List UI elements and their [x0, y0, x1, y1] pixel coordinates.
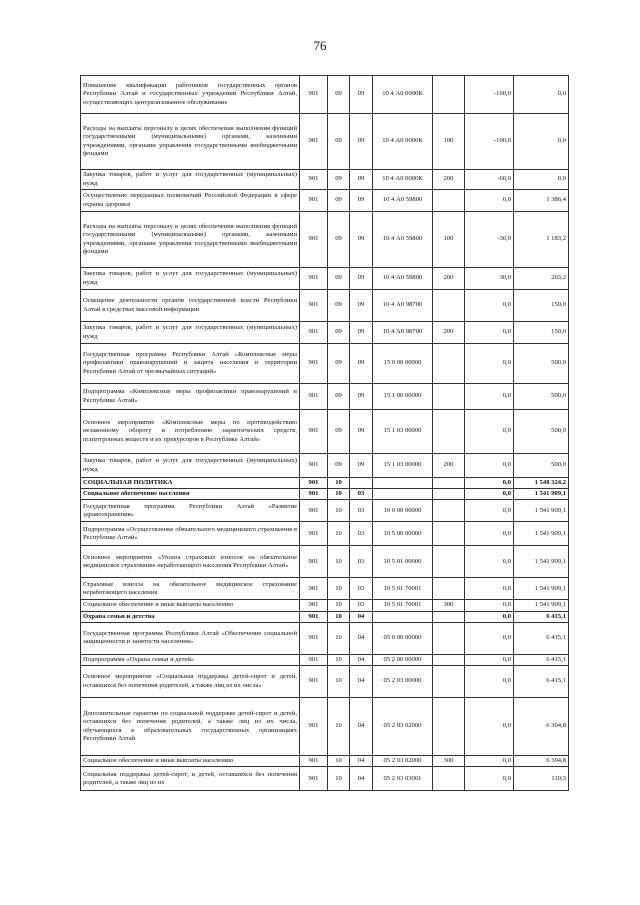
row-target-article: 10 4 А0 59800 [373, 268, 433, 290]
row-admin-code: 901 [300, 622, 328, 654]
row-amount-change: 0,0 [465, 654, 514, 665]
row-target-article: 10 4 А0 98700 [373, 322, 433, 344]
row-amount-change: 0,0 [465, 522, 514, 546]
table-row [81, 600, 569, 611]
row-amount-total: 1 541 909,1 [514, 500, 569, 522]
page-number: 76 [313, 38, 327, 53]
row-name: Подпрограмма «Комплексные меры профилактики правонарушений в Республике Алтай» [81, 384, 300, 410]
row-subsection: 04 [350, 756, 373, 767]
row-admin-code: 901 [300, 76, 328, 114]
row-admin-code: 901 [300, 600, 328, 611]
table-row [81, 212, 569, 268]
row-expense-type: 100 [433, 212, 465, 268]
row-admin-code: 901 [300, 654, 328, 665]
row-expense-type [433, 767, 465, 791]
row-subsection: 09 [350, 454, 373, 478]
row-name: Повышение квалификации работников государственных органов Республики Алтай и государственных учреждений Республики Алтай, осуществляющих централизованное обслуживание [81, 76, 300, 114]
row-section: 09 [328, 322, 350, 344]
row-amount-change: 30,0 [465, 268, 514, 290]
row-admin-code: 901 [300, 578, 328, 600]
row-target-article: 10 4 А0 0000К [373, 76, 433, 114]
row-amount-change: 0,0 [465, 698, 514, 756]
row-name: Закупка товаров, работ и услуг для государственных (муниципальных) нужд [81, 322, 300, 344]
row-amount-change: 0,0 [465, 489, 514, 500]
row-admin-code: 901 [300, 478, 328, 489]
row-target-article: 10 4 А0 98700 [373, 290, 433, 322]
row-target-article: 10 4 А0 0000К [373, 114, 433, 170]
row-target-article: 10 4 А0 59800 [373, 212, 433, 268]
row-subsection: 09 [350, 410, 373, 454]
row-name: Государственная программа Республики Алтай «Обеспечение социальной защищенности и занятости населения» [81, 622, 300, 654]
table-row [81, 666, 569, 698]
row-subsection: 04 [350, 611, 373, 622]
row-target-article: 10 4 А0 0000К [373, 170, 433, 190]
row-amount-change: 0,0 [465, 500, 514, 522]
row-target-article: 15 1 03 00000 [373, 410, 433, 454]
row-expense-type [433, 190, 465, 212]
row-admin-code: 901 [300, 767, 328, 791]
row-amount-total: 1 541 909,1 [514, 600, 569, 611]
row-expense-type [433, 500, 465, 522]
table-row [81, 622, 569, 654]
row-section: 10 [328, 767, 350, 791]
row-section: 10 [328, 666, 350, 698]
row-target-article [373, 611, 433, 622]
row-amount-total: 1 541 909,1 [514, 546, 569, 578]
row-name: Расходы на выплаты персоналу в целях обеспечения выполнения функций государственными (муниципальными) органами, казенными учреждениями, органами управления государственными внебюджетными фондами [81, 212, 300, 268]
row-amount-change: 0,0 [465, 666, 514, 698]
row-amount-change: -160,0 [465, 76, 514, 114]
row-amount-change: 0,0 [465, 384, 514, 410]
row-section: 10 [328, 622, 350, 654]
row-expense-type [433, 666, 465, 698]
row-section: 09 [328, 290, 350, 322]
table-row [81, 454, 569, 478]
row-expense-type [433, 611, 465, 622]
row-expense-type: 300 [433, 756, 465, 767]
row-section: 09 [328, 410, 350, 454]
row-amount-total: 150,0 [514, 322, 569, 344]
table-row [81, 268, 569, 290]
table-row [81, 290, 569, 322]
row-amount-total: 500,0 [514, 410, 569, 454]
row-name: Подпрограмма «Охрана семьи и детей» [81, 654, 300, 665]
table-row [81, 478, 569, 489]
row-amount-change: -60,0 [465, 170, 514, 190]
table-row [81, 322, 569, 344]
row-amount-total: 1 386,4 [514, 190, 569, 212]
row-name: Основное мероприятие «Уплата страховых взносов на обязательное медицинское страхование неработающего населения Республики Алтай» [81, 546, 300, 578]
row-name: Закупка товаров, работ и услуг для государственных (муниципальных) нужд [81, 268, 300, 290]
row-expense-type: 200 [433, 454, 465, 478]
row-admin-code: 901 [300, 170, 328, 190]
row-name: Основное мероприятие «Комплексные меры по противодействию незаконному обороту и потреблению наркотических средств, психотропных веществ и их прекурсоров в Республике Алтай» [81, 410, 300, 454]
row-expense-type [433, 489, 465, 500]
row-name: Социальное обеспечение и иные выплаты населению [81, 756, 300, 767]
table-row [81, 698, 569, 756]
row-expense-type: 200 [433, 170, 465, 190]
row-section: 10 [328, 478, 350, 489]
row-section: 09 [328, 212, 350, 268]
row-name: Страховые взносы на обязательное медицинское страхование неработающего населения [81, 578, 300, 600]
row-admin-code: 901 [300, 522, 328, 546]
row-section: 10 [328, 654, 350, 665]
row-section: 09 [328, 454, 350, 478]
table-row [81, 344, 569, 384]
row-admin-code: 901 [300, 546, 328, 578]
row-expense-type [433, 410, 465, 454]
row-admin-code: 901 [300, 344, 328, 384]
row-target-article: 15 1 03 00000 [373, 454, 433, 478]
row-section: 09 [328, 190, 350, 212]
row-name: Осуществление переданных полномочий Российской Федерации в сфере охраны здоровья [81, 190, 300, 212]
table-row [81, 767, 569, 791]
row-target-article: 05 2 03 02000 [373, 698, 433, 756]
row-target-article: 15 1 00 00000 [373, 384, 433, 410]
row-admin-code: 901 [300, 212, 328, 268]
row-admin-code: 901 [300, 322, 328, 344]
row-expense-type [433, 578, 465, 600]
row-amount-total: 6 415,1 [514, 611, 569, 622]
row-name: СОЦИАЛЬНАЯ ПОЛИТИКА [81, 478, 300, 489]
row-amount-total: 6 304,8 [514, 756, 569, 767]
row-target-article: 15 0 00 00000 [373, 344, 433, 384]
row-name: Дополнительные гарантии по социальной поддержке детей-сирот и детей, оставшихся без попечения родителей, а также лиц из их числа, обучающихся в образовательных государственных организациях Республики Алтай [81, 698, 300, 756]
row-section: 10 [328, 698, 350, 756]
row-admin-code: 901 [300, 384, 328, 410]
row-expense-type [433, 478, 465, 489]
row-name: Государственная программа Республики Алтай «Комплексные меры профилактики правонарушений и защита населения и территории Республики Алтай от чрезвычайных ситуаций» [81, 344, 300, 384]
row-subsection: 03 [350, 489, 373, 500]
row-section: 09 [328, 170, 350, 190]
row-admin-code: 901 [300, 666, 328, 698]
row-section: 10 [328, 500, 350, 522]
table-row [81, 114, 569, 170]
row-section: 09 [328, 76, 350, 114]
table-row [81, 611, 569, 622]
row-subsection: 09 [350, 76, 373, 114]
row-subsection: 03 [350, 600, 373, 611]
row-subsection: 03 [350, 500, 373, 522]
row-amount-change: -100,0 [465, 114, 514, 170]
row-subsection: 04 [350, 654, 373, 665]
row-amount-change: 0,0 [465, 410, 514, 454]
row-amount-total: 1 183,2 [514, 212, 569, 268]
row-subsection: 03 [350, 522, 373, 546]
row-section: 10 [328, 578, 350, 600]
row-expense-type [433, 654, 465, 665]
row-section: 10 [328, 611, 350, 622]
row-admin-code: 901 [300, 268, 328, 290]
row-name: Основное мероприятие «Социальная поддержка детей-сирот и детей, оставшихся без попечения родителей, а также лиц из их числа» [81, 666, 300, 698]
row-admin-code: 901 [300, 190, 328, 212]
row-section: 10 [328, 489, 350, 500]
row-amount-change: -30,0 [465, 212, 514, 268]
row-amount-change: 0,0 [465, 622, 514, 654]
row-section: 10 [328, 756, 350, 767]
row-amount-change: 0,0 [465, 546, 514, 578]
row-expense-type [433, 622, 465, 654]
row-amount-total: 150,0 [514, 290, 569, 322]
row-expense-type: 100 [433, 114, 465, 170]
table-row [81, 654, 569, 665]
row-expense-type [433, 698, 465, 756]
row-name: Подпрограмма «Осуществление обязательного медицинского страхования в Республике Алтай» [81, 522, 300, 546]
row-name: Освещение деятельности органов государственной власти Республики Алтай в средствах массовой информации [81, 290, 300, 322]
row-subsection: 03 [350, 546, 373, 578]
row-section: 10 [328, 600, 350, 611]
table-row [81, 410, 569, 454]
table-row [81, 522, 569, 546]
row-target-article: 05 2 03 00000 [373, 666, 433, 698]
row-subsection: 09 [350, 290, 373, 322]
table-row [81, 76, 569, 114]
row-amount-total: 110,3 [514, 767, 569, 791]
row-expense-type: 300 [433, 600, 465, 611]
row-target-article: 10 5 01 70001 [373, 600, 433, 611]
row-amount-change: 0,0 [465, 478, 514, 489]
row-admin-code: 901 [300, 611, 328, 622]
row-target-article: 05 0 00 00000 [373, 622, 433, 654]
table-row [81, 190, 569, 212]
row-target-article: 10 0 00 00000 [373, 500, 433, 522]
row-name: Социальное обеспечение и иные выплаты населению [81, 600, 300, 611]
row-expense-type: 200 [433, 268, 465, 290]
row-subsection: 09 [350, 114, 373, 170]
row-expense-type [433, 76, 465, 114]
row-amount-total: 500,0 [514, 454, 569, 478]
table-row [81, 384, 569, 410]
row-name: Социальная поддержка детей-сирот, и детей, оставшихся без попечения родителей, а также лиц из их [81, 767, 300, 791]
row-admin-code: 901 [300, 756, 328, 767]
row-subsection: 09 [350, 384, 373, 410]
row-amount-total: 1 548 324,2 [514, 478, 569, 489]
row-amount-total: 0,0 [514, 114, 569, 170]
row-section: 10 [328, 546, 350, 578]
row-expense-type [433, 344, 465, 384]
row-subsection: 03 [350, 578, 373, 600]
budget-table [80, 75, 569, 791]
budget-table-body [81, 76, 569, 791]
row-name: Социальное обеспечение населения [81, 489, 300, 500]
row-amount-change: 0,0 [465, 611, 514, 622]
row-subsection: 09 [350, 344, 373, 384]
row-subsection: 09 [350, 170, 373, 190]
table-row [81, 756, 569, 767]
row-amount-change: 0,0 [465, 344, 514, 384]
row-name: Государственная программа Республики Алтай «Развитие здравоохранения» [81, 500, 300, 522]
row-name: Закупка товаров, работ и услуг для государственных (муниципальных) нужд [81, 454, 300, 478]
row-subsection [350, 478, 373, 489]
row-amount-total: 1 541 909,1 [514, 489, 569, 500]
row-expense-type [433, 522, 465, 546]
row-name: Расходы на выплаты персоналу в целях обеспечения выполнения функций государственными (муниципальными) органами, казенными учреждениями, органами управления государственными внебюджетными фондами [81, 114, 300, 170]
row-section: 10 [328, 522, 350, 546]
row-amount-total: 6 304,8 [514, 698, 569, 756]
row-name: Охрана семьи и детства [81, 611, 300, 622]
row-section: 09 [328, 114, 350, 170]
row-target-article: 05 2 00 00000 [373, 654, 433, 665]
row-subsection: 09 [350, 190, 373, 212]
row-section: 09 [328, 384, 350, 410]
row-expense-type [433, 384, 465, 410]
table-row [81, 578, 569, 600]
row-admin-code: 901 [300, 489, 328, 500]
row-subsection: 04 [350, 666, 373, 698]
row-amount-total: 1 541 909,1 [514, 578, 569, 600]
row-expense-type [433, 546, 465, 578]
table-row [81, 546, 569, 578]
row-admin-code: 901 [300, 290, 328, 322]
row-subsection: 04 [350, 622, 373, 654]
row-amount-total: 1 541 909,1 [514, 522, 569, 546]
row-admin-code: 901 [300, 698, 328, 756]
row-amount-total: 6 415,1 [514, 666, 569, 698]
row-amount-change: 0,0 [465, 290, 514, 322]
row-amount-change: 0,0 [465, 756, 514, 767]
row-amount-change: 0,0 [465, 578, 514, 600]
row-amount-total: 0,0 [514, 76, 569, 114]
row-admin-code: 901 [300, 114, 328, 170]
row-admin-code: 901 [300, 454, 328, 478]
row-admin-code: 901 [300, 500, 328, 522]
row-target-article: 05 2 03 03061 [373, 767, 433, 791]
row-subsection: 09 [350, 212, 373, 268]
table-row [81, 170, 569, 190]
row-target-article: 05 2 03 02000 [373, 756, 433, 767]
row-admin-code: 901 [300, 410, 328, 454]
row-target-article [373, 489, 433, 500]
row-amount-total: 0,0 [514, 170, 569, 190]
row-amount-total: 500,0 [514, 344, 569, 384]
row-target-article: 10 5 00 00000 [373, 522, 433, 546]
row-section: 09 [328, 268, 350, 290]
row-amount-change: 0,0 [465, 600, 514, 611]
row-subsection: 09 [350, 322, 373, 344]
row-subsection: 04 [350, 698, 373, 756]
table-row [81, 489, 569, 500]
table-row [81, 500, 569, 522]
row-target-article: 10 4 А0 59800 [373, 190, 433, 212]
row-name: Закупка товаров, работ и услуг для государственных (муниципальных) нужд [81, 170, 300, 190]
row-amount-change: 0,0 [465, 190, 514, 212]
row-target-article: 10 5 01 70001 [373, 578, 433, 600]
row-amount-total: 203,2 [514, 268, 569, 290]
row-amount-total: 6 415,1 [514, 622, 569, 654]
row-target-article: 10 5 01 00000 [373, 546, 433, 578]
row-expense-type: 200 [433, 322, 465, 344]
row-target-article [373, 478, 433, 489]
row-amount-total: 500,0 [514, 384, 569, 410]
row-amount-change: 0,0 [465, 322, 514, 344]
row-subsection: 04 [350, 767, 373, 791]
row-amount-total: 6 415,1 [514, 654, 569, 665]
row-subsection: 09 [350, 268, 373, 290]
row-expense-type [433, 290, 465, 322]
row-section: 09 [328, 344, 350, 384]
row-amount-change: 0,0 [465, 767, 514, 791]
row-amount-change: 0,0 [465, 454, 514, 478]
